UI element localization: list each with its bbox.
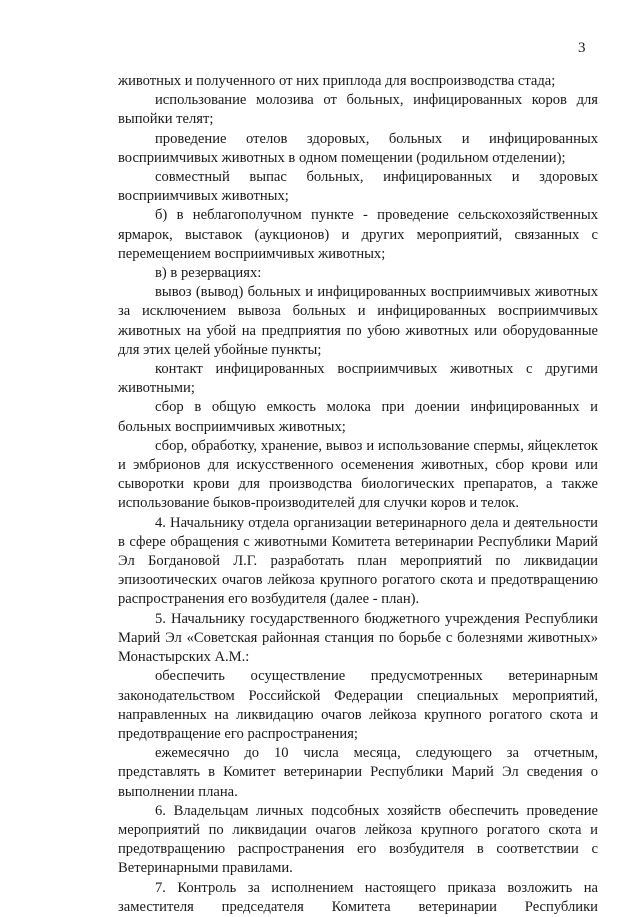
paragraph-section-4: 4. Начальнику отдела организации ветеринарного дела и деятельности в сфере обращения с животными Комитета ветеринарии Республики Марий Эл Богдановой Л.Г. разработать план мероприятий по ликвидации эпизоотических очагов лейкоза крупного рогатого скота и предотвращению распространения его возбудителя (далее - план).	[118, 514, 598, 608]
paragraph-grazing: совместный выпас больных, инфицированных и здоровых восприимчивых животных;	[118, 169, 598, 205]
page-number: 3	[578, 40, 586, 56]
paragraph-item-b: б) в неблагополучном пункте - проведение сельскохозяйственных ярмарок, выставок (аукционов) и других мероприятий, связанных с перемещением восприимчивых животных;	[118, 207, 598, 262]
paragraph-export: вывоз (вывод) больных и инфицированных восприимчивых животных за исключением вывоза больных и инфицированных восприимчивых животных на убой на предприятия по убою животных или оборудованные для этих целей убойные пункты;	[118, 284, 598, 358]
paragraph-colostrum: использование молозива от больных, инфицированных коров для выпойки телят;	[118, 92, 598, 128]
document-body	[118, 72, 598, 917]
paragraph-section-6: 6. Владельцам личных подсобных хозяйств обеспечить проведение мероприятий по ликвидации очагов лейкоза крупного рогатого скота и предотвращению распространения его возбудителя в соответствии с Ветеринарными правилами.	[118, 802, 598, 877]
paragraph-ensure: обеспечить осуществление предусмотренных ветеринарным законодательством Российской Федерации специальных мероприятий, направленных на ликвидацию очагов лейкоза крупного рогатого скота и предотвращение его распространения;	[118, 668, 598, 742]
paragraph-calving: проведение отелов здоровых, больных и инфицированных восприимчивых животных в одном помещении (родильном отделении);	[118, 130, 598, 166]
paragraph-milk: сбор в общую емкость молока при доении инфицированных и больных восприимчивых животных;	[118, 399, 598, 435]
paragraph-section-5: 5. Начальнику государственного бюджетного учреждения Республики Марий Эл «Советская районная станция по борьбе с болезнями животных» Монастырских А.М.:	[118, 610, 598, 666]
paragraph-item-v: в) в резервациях:	[155, 265, 262, 282]
paragraph-sperm: сбор, обработку, хранение, вывоз и использование спермы, яйцеклеток и эмбрионов для искусственного осеменения животных, сбор крови или сыворотки крови для производства биологических препаратов, а также использование быков-производителей для случки коров и телок.	[118, 437, 598, 512]
paragraph-section-7: 7. Контроль за исполнением настоящего приказа возложить на заместителя председателя Комитета ветеринарии Республики	[118, 879, 598, 915]
paragraph-contact: контакт инфицированных восприимчивых животных с другими животными;	[118, 361, 598, 397]
paragraph-continuation: животных и полученного от них приплода для воспроизводства стада;	[118, 73, 556, 89]
paragraph-monthly: ежемесячно до 10 числа месяца, следующего за отчетным, представлять в Комитет ветеринарии Республики Марий Эл сведения о выполнении плана.	[118, 745, 598, 800]
